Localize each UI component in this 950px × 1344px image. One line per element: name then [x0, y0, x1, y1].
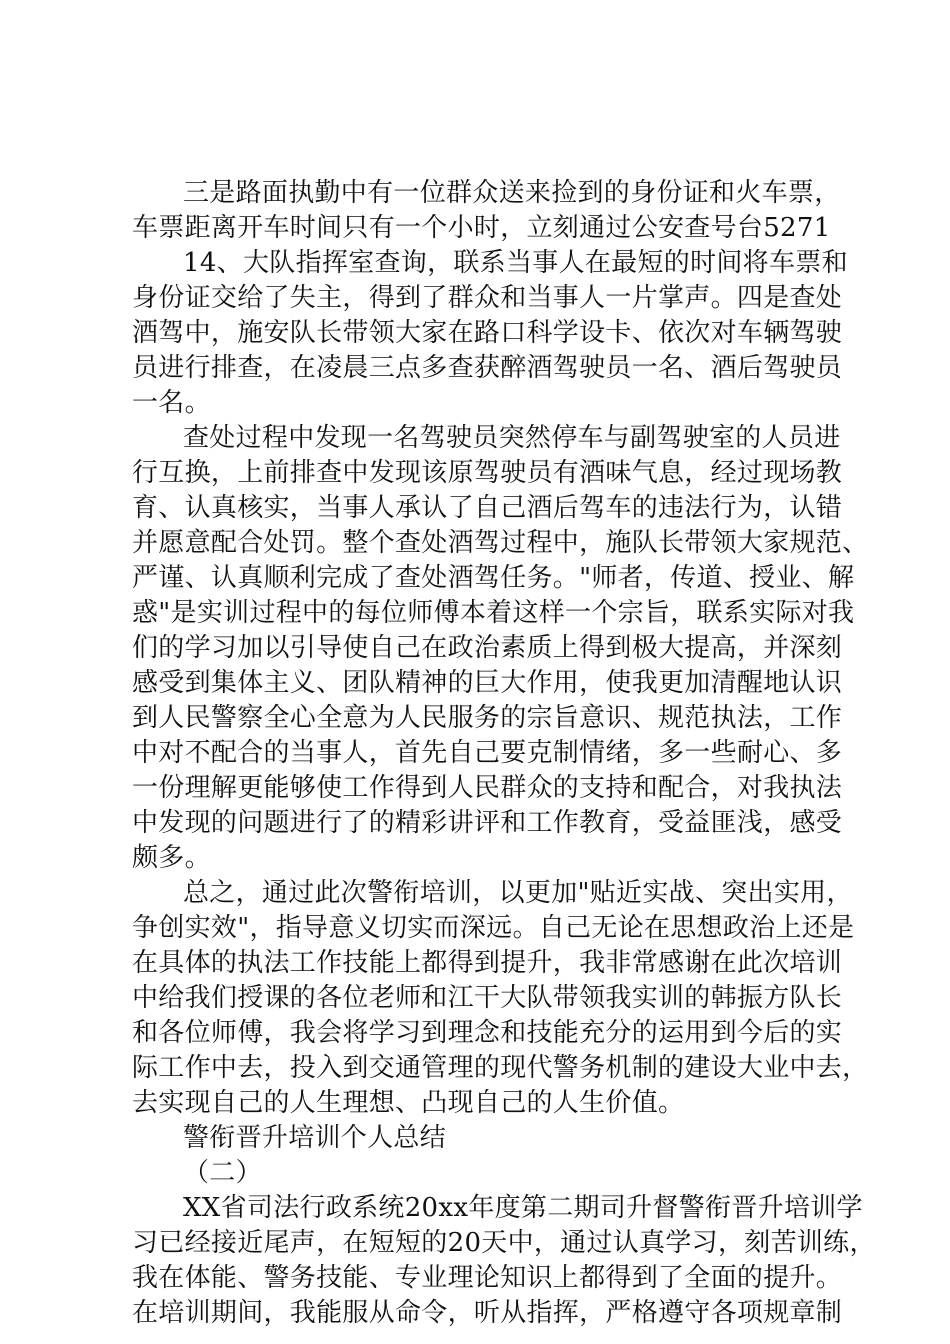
text-line: 车票距离开车时间只有一个小时，立刻通过公安查号台5271	[132, 213, 831, 243]
text-line: 一份理解更能够使工作得到人民群众的支持和配合，对我执法	[132, 773, 843, 803]
text-line: 行互换，上前排查中发现该原驾驶员有酒味气息，经过现场教	[132, 458, 843, 488]
text-line: 在培训期间，我能服从命令，听从指挥，严格遵守各项规章制	[132, 1298, 843, 1328]
text-line: 查处过程中发现一名驾驶员突然停车与副驾驶室的人员进	[183, 423, 841, 453]
text-line: 在具体的执法工作技能上都得到提升，我非常感谢在此次培训	[132, 948, 843, 978]
text-line: 习已经接近尾声，在短短的20天中，通过认真学习，刻苦训练，	[132, 1228, 876, 1258]
text-line: 严谨、认真顺利完成了查处酒驾任务。"师者，传道、授业、解	[132, 563, 855, 593]
text-line: 酒驾中，施安队长带领大家在路口科学设卡、依次对车辆驾驶	[132, 318, 843, 348]
text-line: 身份证交给了失主，得到了群众和当事人一片掌声。四是查处	[132, 283, 843, 313]
text-line: 员进行排查，在凌晨三点多查获醉酒驾驶员一名、酒后驾驶员	[132, 353, 843, 383]
text-line: 中给我们授课的各位老师和江干大队带领我实训的韩振方队长	[132, 983, 843, 1013]
text-line: 们的学习加以引导使自己在政治素质上得到极大提高，并深刻	[132, 633, 843, 663]
section-number: （二）	[183, 1158, 262, 1188]
text-line: 总之，通过此次警衔培训，以更加"贴近实战、突出实用，	[183, 878, 853, 908]
text-line: 和各位师傅，我会将学习到理念和技能充分的运用到今后的实	[132, 1018, 843, 1048]
text-line: 惑"是实训过程中的每位师傅本着这样一个宗旨，联系实际对我	[132, 598, 855, 628]
text-line: XX省司法行政系统20xx年度第二期司升督警衔晋升培训学	[183, 1193, 863, 1223]
text-line: 中对不配合的当事人，首先自己要克制情绪，多一些耐心、多	[132, 738, 843, 768]
text-line: 颇多。	[132, 843, 211, 873]
text-line: 我在体能、警务技能、专业理论知识上都得到了全面的提升。	[132, 1263, 843, 1293]
text-line: 三是路面执勤中有一位群众送来捡到的身份证和火车票，	[183, 178, 841, 208]
section-title: 警衔晋升培训个人总结	[183, 1123, 447, 1153]
text-line: 感受到集体主义、团队精神的巨大作用，使我更加清醒地认识	[132, 668, 843, 698]
text-line: 并愿意配合处罚。整个查处酒驾过程中，施队长带领大家规范、	[132, 528, 869, 558]
text-line: 际工作中去，投入到交通管理的现代警务机制的建设大业中去，	[132, 1053, 869, 1083]
text-line: 争创实效"，指导意义切实而深远。自己无论在思想政治上还是	[132, 913, 855, 943]
text-line: 中发现的问题进行了的精彩讲评和工作教育，受益匪浅，感受	[132, 808, 843, 838]
text-line: 去实现自己的人生理想、凸现自己的人生价值。	[132, 1088, 685, 1118]
text-line: 14、大队指挥室查询，联系当事人在最短的时间将车票和	[183, 248, 848, 278]
text-line: 一名。	[132, 388, 211, 418]
text-line: 到人民警察全心全意为人民服务的宗旨意识、规范执法，工作	[132, 703, 843, 733]
text-line: 育、认真核实，当事人承认了自己酒后驾车的违法行为，认错	[132, 493, 843, 523]
